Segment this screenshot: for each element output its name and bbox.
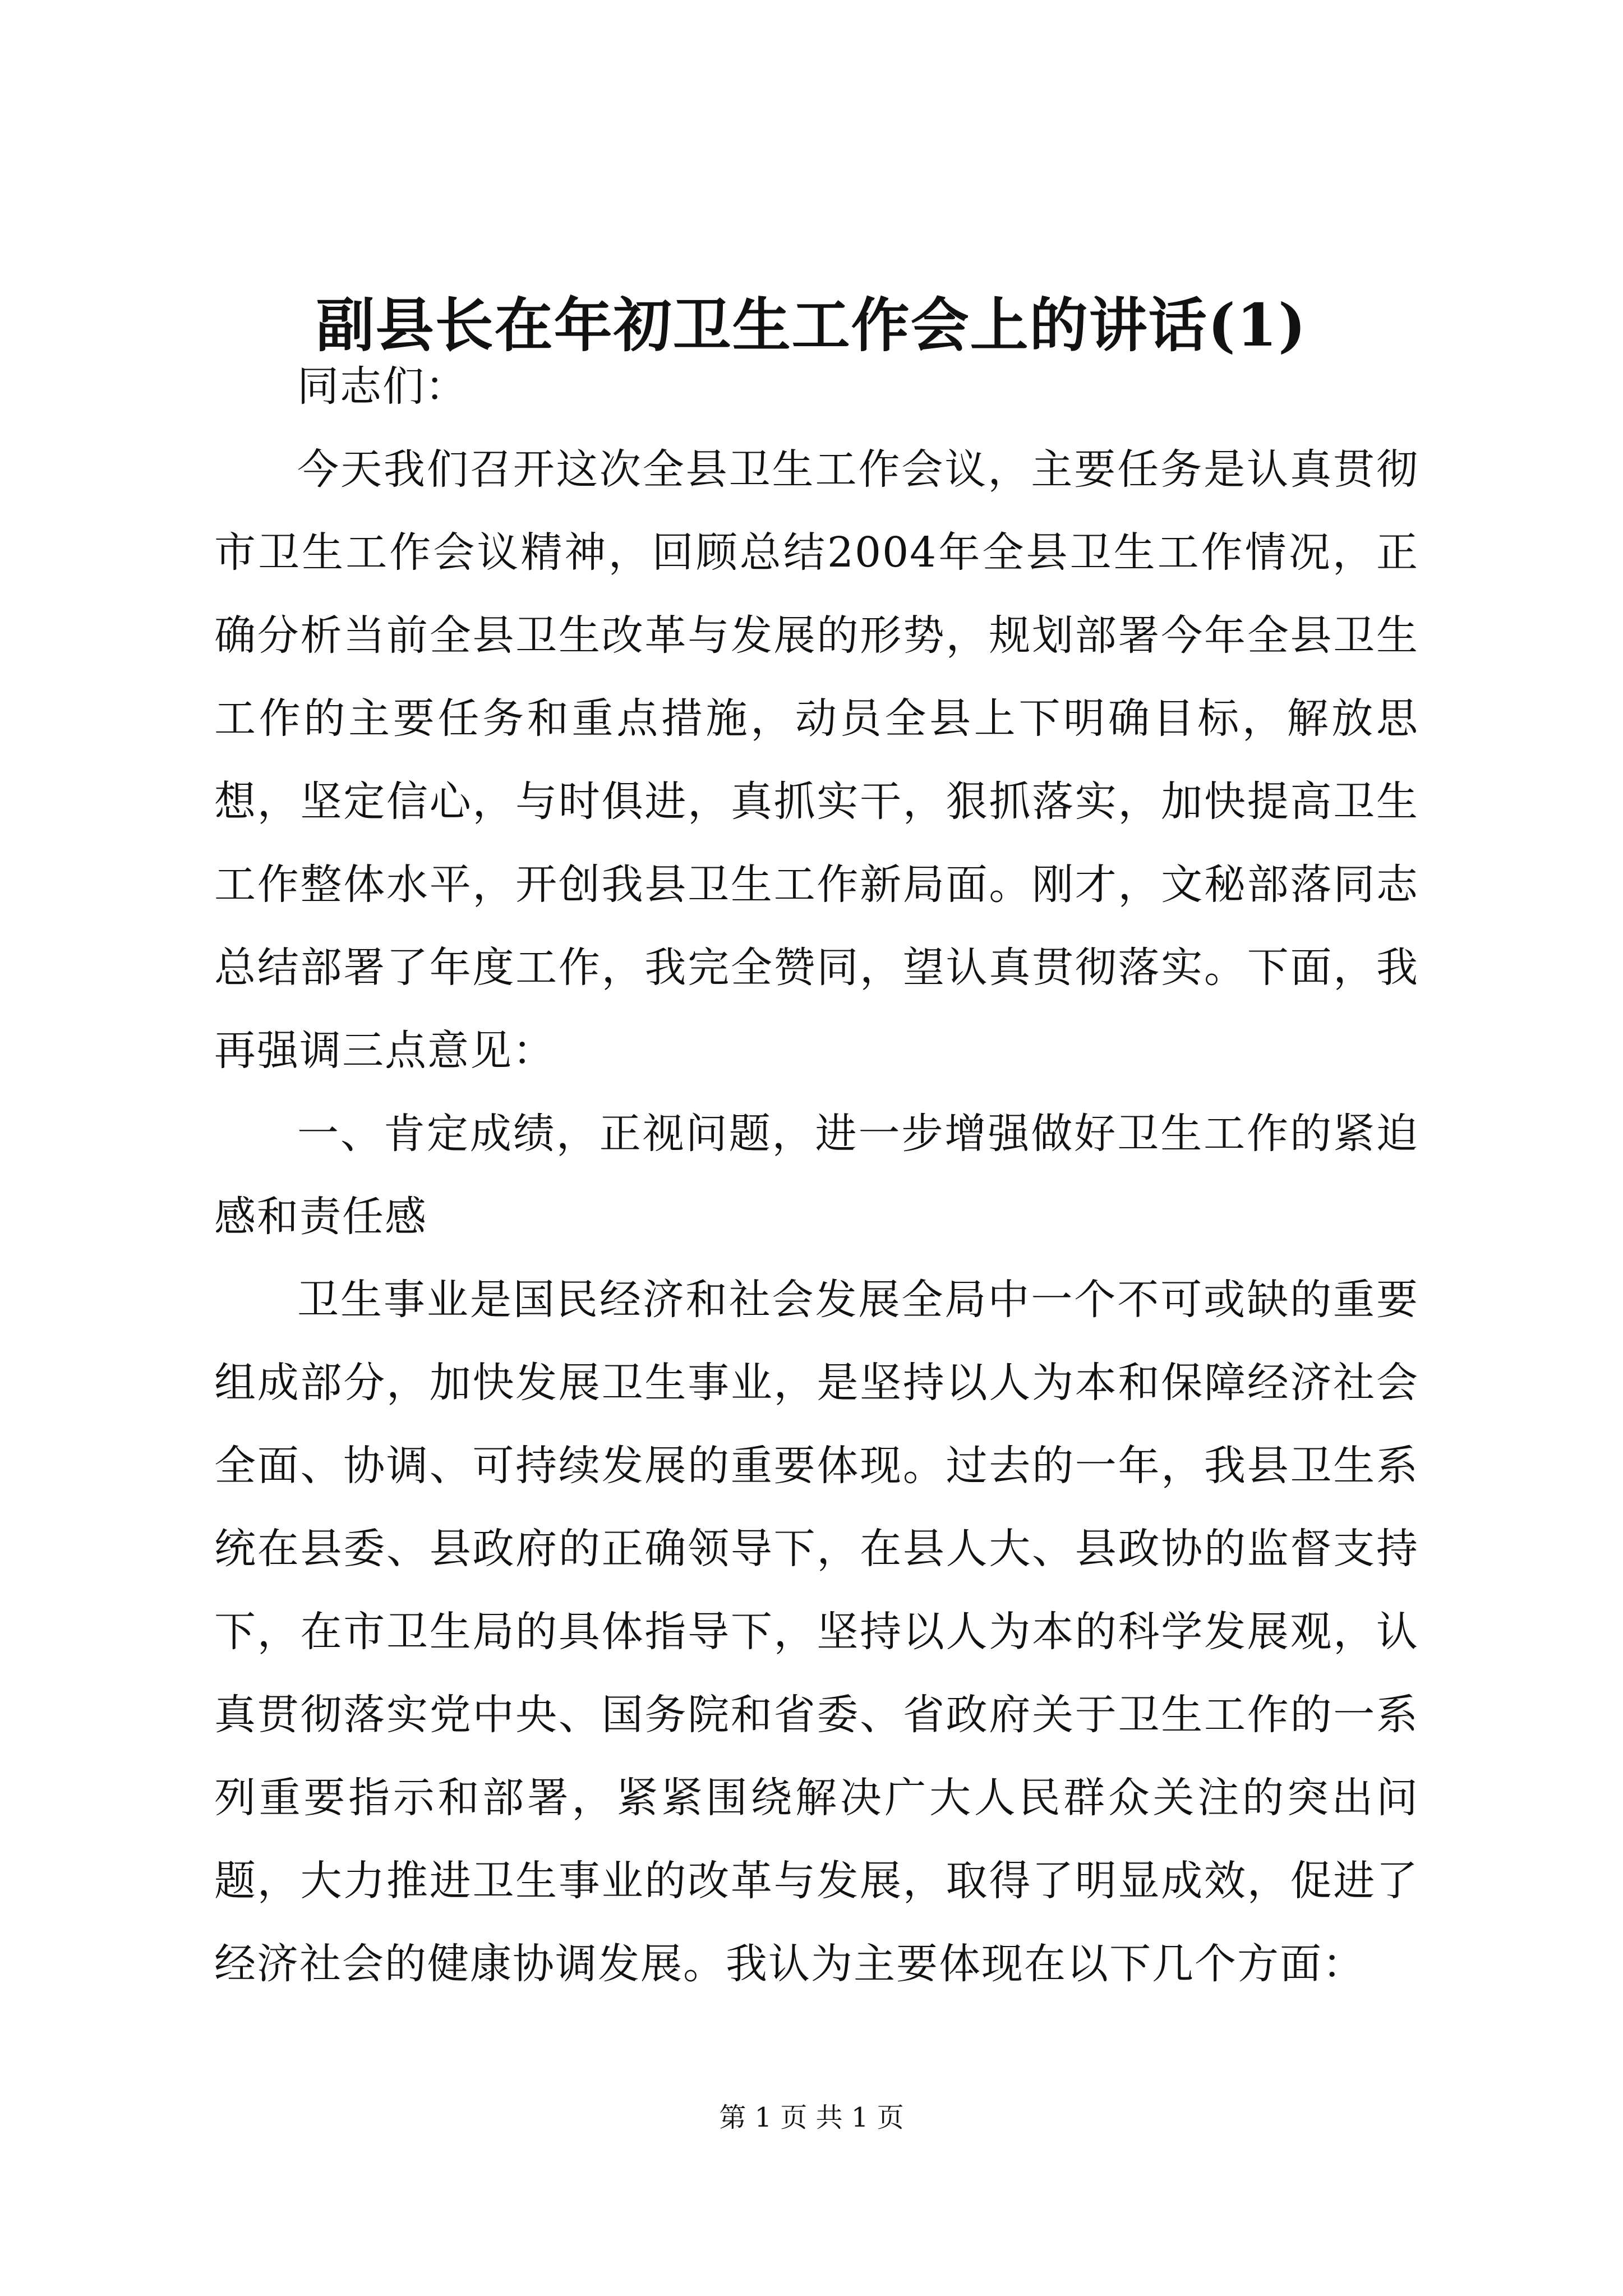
document-body xyxy=(214,345,1419,2005)
intro-paragraph: 今天我们召开这次全县卫生工作会议，主要任务是认真贯彻市卫生工作会议精神，回顾总结2004年全县卫生工作情况，正确分析当前全县卫生改革与发展的形势，规划部署今年全县卫生工作的主要任务和重点措施，动员全县上下明确目标，解放思想，坚定信心，与时俱进，真抓实干，狠抓落实，加快提高卫生工作整体水平，开创我县卫生工作新局面。刚才，文秘部落同志总结部署了年度工作，我完全赞同，望认真贯彻落实。下面，我再强调三点意见： xyxy=(214,445,1419,1075)
salutation-paragraph: 同志们： xyxy=(297,362,468,411)
document-title: 副县长在年初卫生工作会上的讲话(1) xyxy=(316,291,1307,360)
section-heading-paragraph: 一、肯定成绩，正视问题，进一步增强做好卫生工作的紧迫感和责任感 xyxy=(214,1110,1419,1241)
page-footer: 第 1 页 共 1 页 xyxy=(719,2102,904,2133)
body-paragraph: 卫生事业是国民经济和社会发展全局中一个不可或缺的重要组成部分，加快发展卫生事业，是坚持以人为本和保障经济社会全面、协调、可持续发展的重要体现。过去的一年，我县卫生系统在县委、县政府的正确领导下，在县人大、县政协的监督支持下，在市卫生局的具体指导下，坚持以人为本的科学发展观，认真贯彻落实党中央、国务院和省委、省政府关于卫生工作的一系列重要指示和部署，紧紧围绕解决广大人民群众关注的突出问题，大力推进卫生事业的改革与发展，取得了明显成效，促进了经济社会的健康协调发展。我认为主要体现在以下几个方面： xyxy=(214,1276,1419,1988)
